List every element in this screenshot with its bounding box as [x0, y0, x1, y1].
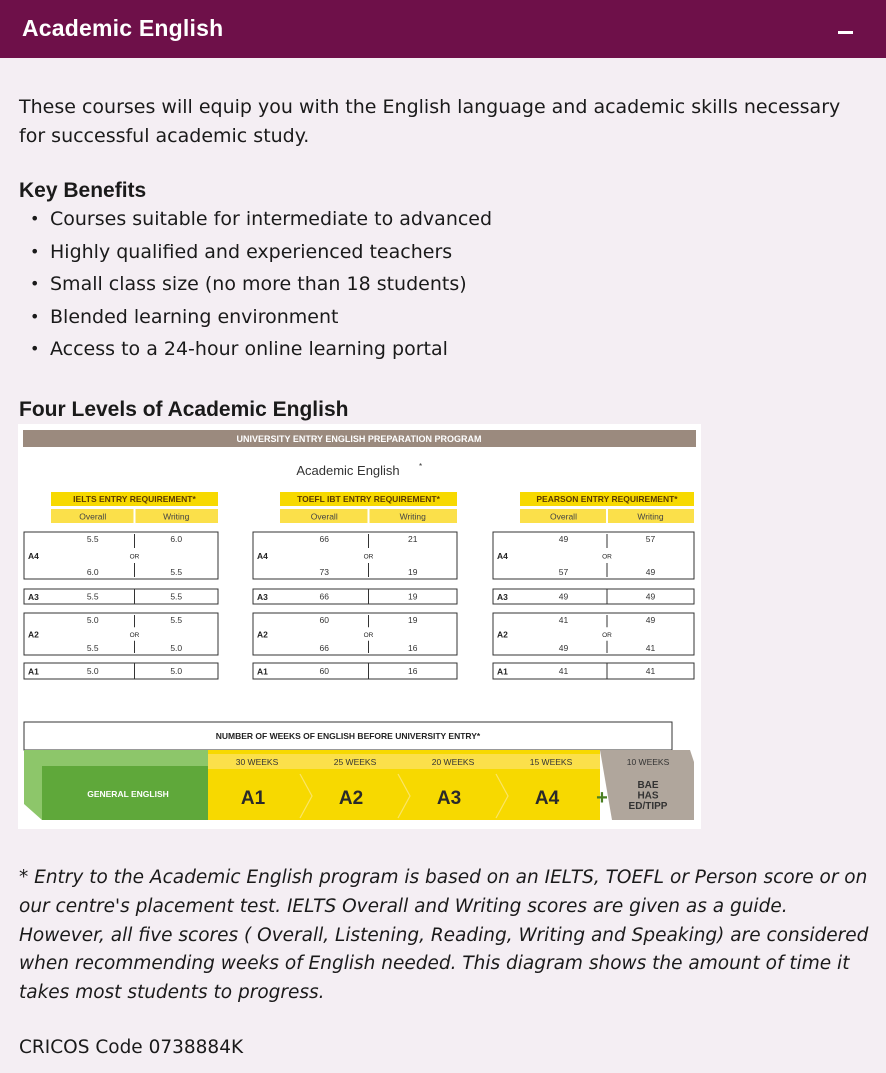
banner-text: UNIVERSITY ENTRY ENGLISH PREPARATION PROGRAM: [236, 434, 482, 444]
level-label: A4: [497, 551, 508, 561]
level-label: A3: [257, 592, 268, 602]
list-item: [22, 270, 492, 303]
writing-score: 57: [645, 534, 656, 544]
overall-label: Overall: [310, 511, 338, 522]
benefit-text: Highly qualified and experienced teachers: [50, 240, 453, 263]
level-row-box: [493, 613, 694, 655]
level-label: A4: [257, 551, 268, 561]
writing-score: 49: [645, 567, 656, 577]
intro-text: These courses will equip you with the English language and academic skills necessary for successful academic study.: [19, 96, 841, 147]
cricos-code: CRICOS Code 0738884K: [19, 1037, 244, 1058]
or-label: OR: [129, 632, 140, 639]
levels-diagram: [18, 424, 701, 829]
final-stage-weeks: 10 WEEKS: [626, 757, 670, 767]
or-label: OR: [602, 553, 612, 561]
writing-score: 6.0: [170, 534, 183, 544]
writing-score: 16: [408, 643, 418, 653]
writing-score: 5.5: [170, 567, 183, 577]
overall-score: 5.5: [86, 591, 99, 602]
overall-score: 5.0: [86, 615, 99, 625]
level-label: A2: [257, 629, 268, 640]
final-stage-label: BAE: [637, 780, 659, 791]
benefit-text: Blended learning environment: [50, 305, 339, 328]
level-label: A1: [28, 666, 39, 677]
writing-score: 41: [645, 666, 656, 676]
list-item: [22, 238, 492, 271]
overall-label: Overall: [550, 511, 577, 522]
writing-score: 16: [408, 666, 418, 676]
level-label: A4: [28, 551, 39, 561]
list-item: [22, 303, 492, 336]
final-stage-label: ED/TIPP: [628, 801, 668, 812]
writing-label: Writing: [637, 511, 664, 522]
overall-score: 66: [319, 643, 329, 653]
level-label: A1: [497, 666, 508, 677]
general-english-label: GENERAL ENGLISH: [87, 789, 169, 799]
overall-score: 49: [558, 591, 569, 602]
list-item: [22, 205, 492, 238]
bullet-icon: •: [30, 241, 40, 261]
footnote-text: * Entry to the Academic English program is based on an IELTS, TOEFL or Person score or on our centre's placement test. IELTS Overall and Writing scores are given as a guide. However, all five scores ( Overall, Listening, Reading, Writing and Speaking) are considered when recommending weeks of English needed. This diagram shows the amount of time it takes most students to progress.: [19, 867, 869, 1004]
title-mark: *: [419, 462, 423, 471]
diagram-title: Academic English: [296, 463, 400, 478]
writing-score: 5.0: [170, 643, 183, 653]
overall-score: 41: [558, 615, 569, 625]
stage-level-label: A4: [534, 788, 560, 809]
test-header-label: IELTS ENTRY REQUIREMENT*: [73, 494, 196, 504]
level-label: A2: [497, 629, 508, 640]
overall-score: 5.0: [86, 666, 99, 676]
test-header-label: PEARSON ENTRY REQUIREMENT*: [536, 494, 678, 504]
collapse-button[interactable]: [830, 12, 860, 46]
writing-score: 5.5: [170, 591, 183, 602]
writing-score: 19: [408, 567, 418, 577]
stage-weeks-label: 30 WEEKS: [235, 757, 279, 767]
overall-score: 60: [319, 666, 329, 676]
bullet-icon: •: [30, 274, 40, 293]
final-stage-label: HAS: [637, 790, 659, 802]
test-header-label: TOEFL IBT ENTRY REQUIREMENT*: [297, 494, 440, 504]
or-label: OR: [363, 553, 374, 561]
writing-score: 49: [645, 591, 656, 602]
writing-score: 5.5: [170, 615, 183, 625]
stage-level-label: A3: [436, 788, 462, 809]
accordion-title: Academic English: [22, 15, 224, 41]
level-row-box: [253, 663, 457, 679]
writing-score: 19: [408, 615, 418, 625]
level-label: A3: [497, 592, 508, 602]
level-row-box: [253, 589, 457, 604]
overall-score: 6.0: [86, 567, 99, 577]
level-label: A1: [257, 666, 268, 677]
writing-score: 21: [408, 534, 418, 544]
writing-score: 19: [408, 591, 418, 602]
bullet-icon: •: [30, 209, 40, 228]
key-benefits-heading: Key Benefits: [19, 179, 147, 202]
stage-weeks-label: 20 WEEKS: [431, 757, 475, 767]
overall-score: 60: [319, 615, 329, 625]
plus-icon: +: [596, 787, 608, 809]
overall-score: 73: [319, 567, 329, 577]
or-label: OR: [602, 632, 612, 639]
stage-weeks-label: 15 WEEKS: [529, 757, 573, 767]
level-row-box: [493, 532, 694, 579]
writing-label: Writing: [163, 511, 190, 522]
overall-label: Overall: [79, 511, 107, 522]
level-row-box: [493, 589, 694, 604]
overall-score: 57: [558, 567, 569, 577]
accordion-header[interactable]: [0, 0, 886, 58]
writing-score: 5.0: [170, 666, 183, 676]
writing-score: 49: [645, 615, 656, 625]
level-row-box: [253, 613, 457, 655]
overall-score: 66: [319, 591, 329, 602]
weeks-title: NUMBER OF WEEKS OF ENGLISH BEFORE UNIVERSITY ENTRY*: [215, 731, 481, 741]
stage-level-label: A1: [240, 788, 266, 809]
stage-level-label: A2: [338, 788, 364, 809]
overall-score: 49: [558, 534, 569, 544]
level-row-box: [24, 532, 218, 579]
overall-score: 66: [319, 534, 329, 544]
level-row-box: [24, 663, 218, 679]
or-label: OR: [363, 632, 374, 639]
bullet-icon: •: [30, 306, 40, 326]
levels-diagram-svg: [18, 424, 701, 829]
list-item: [22, 335, 492, 368]
stage-weeks-label: 25 WEEKS: [333, 757, 377, 767]
benefits-list: [22, 205, 492, 368]
level-row-box: [493, 663, 694, 679]
benefit-text: Access to a 24-hour online learning portal: [50, 338, 448, 360]
benefit-text: Courses suitable for intermediate to advanced: [50, 208, 493, 230]
writing-score: 41: [645, 643, 656, 653]
level-row-box: [24, 589, 218, 604]
overall-score: 5.5: [86, 643, 99, 653]
benefit-text: Small class size (no more than 18 students): [50, 273, 467, 295]
level-row-box: [253, 532, 457, 579]
minus-icon: [838, 31, 853, 34]
overall-score: 5.5: [86, 534, 99, 544]
overall-score: 41: [558, 666, 569, 676]
overall-score: 49: [558, 643, 569, 653]
writing-label: Writing: [399, 511, 426, 522]
or-label: OR: [129, 553, 140, 561]
bullet-icon: •: [30, 339, 40, 358]
levels-heading: Four Levels of Academic English: [19, 398, 349, 421]
level-label: A2: [28, 629, 39, 640]
level-row-box: [24, 613, 218, 655]
level-label: A3: [28, 592, 39, 602]
